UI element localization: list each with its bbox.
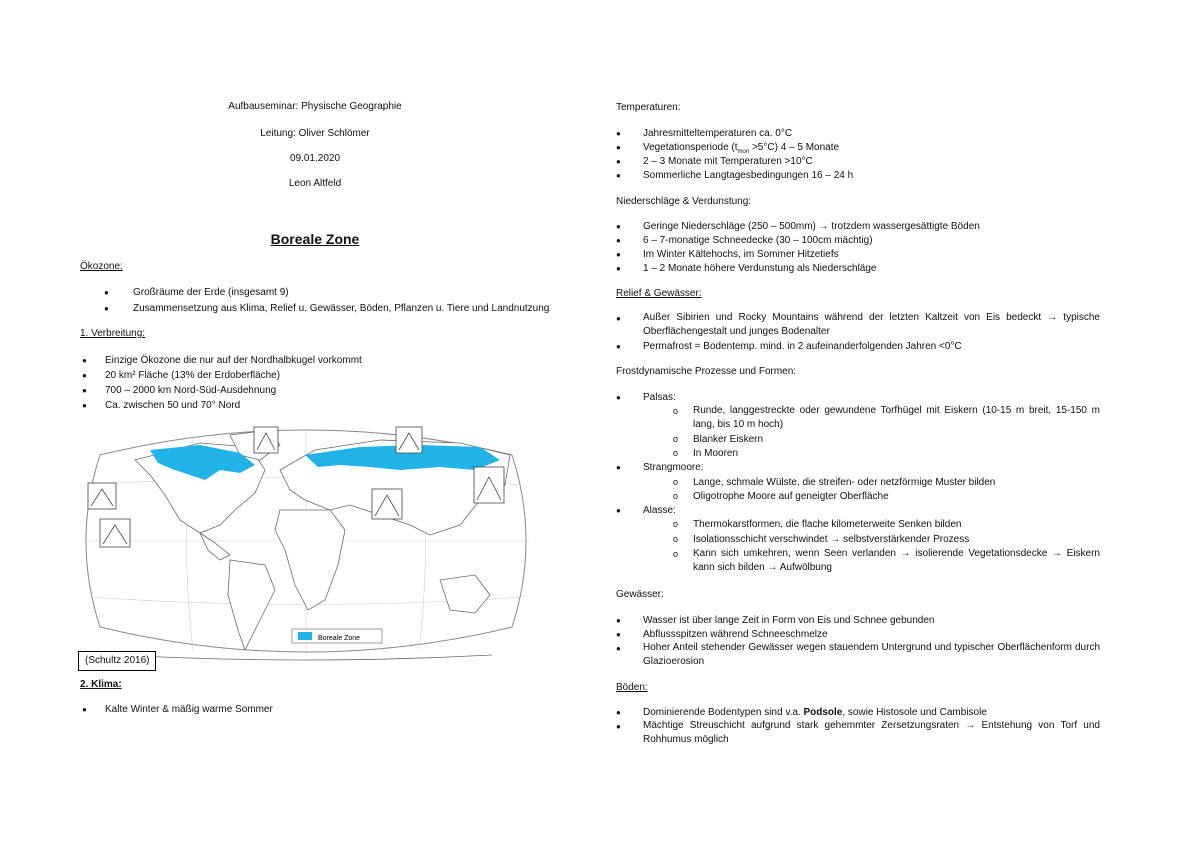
list-item: Oligotrophe Moore auf geneigter Oberfläche xyxy=(693,491,889,502)
list-item: Zusammensetzung aus Klima, Relief u. Gewässer, Böden, Pflanzen u. Tiere und Landnutzung xyxy=(133,303,550,314)
bullet-icon: ● xyxy=(616,264,621,273)
bullet-icon: ● xyxy=(104,304,109,313)
list-item: Jahresmitteltemperaturen ca. 0°C xyxy=(643,128,793,139)
bullet-icon: ● xyxy=(104,288,109,297)
list-item: Vegetationsperiode $(t_{mon} >5^\circ C)$ 4 – 5 Monate xyxy=(643,142,840,155)
bullet-icon: ● xyxy=(616,463,621,472)
circle-bullet-icon: o xyxy=(673,534,679,544)
list-item: Kann sich umkehren, wenn Seen verlanden → isolierende Vegetationsdecke → Eiskern kann sich bilden → Aufwölbung xyxy=(693,548,1100,573)
list-item: Im Winter Kältehochs, im Sommer Hitzetiefs xyxy=(643,249,839,260)
klima-heading: 2. Klima: xyxy=(80,679,122,690)
list-item: Dominierende Bodentypen sind v.a. Podsole, sowie Histosole und Cambisole xyxy=(643,707,987,718)
bullet-icon: ● xyxy=(616,616,621,625)
circle-bullet-icon: o xyxy=(673,477,679,487)
bullet-icon: ● xyxy=(616,236,621,245)
circle-bullet-icon: o xyxy=(673,448,679,458)
list-item: Hoher Anteil stehender Gewässer wegen stauendem Untergrund und typischer Oberflächenform durch Glazioerosion xyxy=(643,642,1100,667)
page-title: Boreale Zone xyxy=(270,231,360,247)
list-item: Kalte Winter & mäßig warme Sommer xyxy=(105,704,273,715)
datum: 09.01.2020 xyxy=(289,153,341,164)
bullet-icon: ● xyxy=(616,722,621,731)
bullet-icon: ● xyxy=(82,371,87,380)
boeden-heading: Böden: xyxy=(616,682,648,693)
list-item: Runde, langgestreckte oder gewundene Torfhügel mit Eiskern (10-15 m breit, 15-150 m lang, bis 10 m hoch) xyxy=(693,405,1100,430)
bullet-icon: ● xyxy=(616,222,621,231)
list-item: Außer Sibirien und Rocky Mountains während der letzten Kaltzeit von Eis bedeckt → typische Oberflächengestalt und junges Bodenalter xyxy=(643,312,1100,337)
list-item: Thermokarstformen, die flache kilometerweite Senken bilden xyxy=(693,519,962,530)
gewaesser-heading: Gewässer: xyxy=(616,589,664,600)
list-item: 1 – 2 Monate höhere Verdunstung als Niederschläge xyxy=(643,263,877,274)
list-item: 2 – 3 Monate mit Temperaturen >10°C xyxy=(643,156,813,167)
bullet-icon: ● xyxy=(616,644,621,653)
legend-swatch xyxy=(298,632,312,640)
bullet-icon: ● xyxy=(616,506,621,515)
list-item: 20 km² Fläche (13% der Erdoberfläche) xyxy=(105,370,281,381)
list-item: Isolationsschicht verschwindet → selbstverstärkender Prozess xyxy=(693,534,970,545)
leitung: Leitung: Oliver Schlömer xyxy=(260,128,370,139)
antarctica xyxy=(120,655,492,660)
palsas-label: Palsas: xyxy=(643,392,676,403)
bullet-icon: ● xyxy=(616,708,621,717)
verbreitung-heading: 1. Verbreitung: xyxy=(80,328,146,339)
niederschlaege-heading: Niederschläge & Verdunstung: xyxy=(616,196,752,207)
list-item: Wasser ist über lange Zeit in Form von Eis und Schnee gebunden xyxy=(643,615,935,626)
list-item: Großräume der Erde (insgesamt 9) xyxy=(133,287,289,298)
world-map xyxy=(80,415,532,667)
seminar-title: Aufbauseminar: Physische Geographie xyxy=(228,101,402,112)
list-item: 700 – 2000 km Nord-Süd-Ausdehnung xyxy=(105,385,277,396)
bullet-icon: ● xyxy=(82,401,87,410)
list-item: In Mooren xyxy=(693,448,739,459)
list-item: Mächtige Streuschicht aufgrund stark gehemmter Zersetzungsraten → Entstehung von Torf und Rohhumus möglich xyxy=(643,720,1100,745)
map-source: (Schultz 2016) xyxy=(78,651,156,671)
legend-label: Boreale Zone xyxy=(318,635,361,642)
alasse-label: Alasse: xyxy=(643,505,676,516)
bullet-icon: ● xyxy=(616,393,621,402)
frost-heading: Frostdynamische Prozesse und Formen: xyxy=(616,366,797,377)
bullet-icon: ● xyxy=(616,342,621,351)
relief-heading: Relief & Gewässer: xyxy=(616,288,702,299)
bullet-icon: ● xyxy=(616,157,621,166)
list-item: Lange, schmale Wülste, die streifen- oder netzförmige Muster bilden xyxy=(693,477,996,488)
list-item: Sommerliche Langtagesbedingungen 16 – 24 h xyxy=(643,170,854,181)
bullet-icon: ● xyxy=(616,250,621,259)
circle-bullet-icon: o xyxy=(673,406,679,416)
circle-bullet-icon: o xyxy=(673,519,679,529)
strangmoore-label: Strangmoore: xyxy=(643,462,704,473)
bullet-icon: ● xyxy=(82,356,87,365)
circle-bullet-icon: o xyxy=(673,491,679,501)
circle-bullet-icon: o xyxy=(673,549,679,559)
list-item: Ca. zwischen 50 und 70° Nord xyxy=(105,400,241,411)
bullet-icon: ● xyxy=(616,630,621,639)
bullet-icon: ● xyxy=(82,386,87,395)
bullet-icon: ● xyxy=(616,171,621,180)
list-item: 6 – 7-monatige Schneedecke (30 – 100cm mächtig) xyxy=(643,235,873,246)
circle-bullet-icon: o xyxy=(673,434,679,444)
list-item: Geringe Niederschläge (250 – 500mm) → trotzdem wassergesättigte Böden xyxy=(643,221,980,232)
bullet-icon: ● xyxy=(616,314,621,323)
temperaturen-heading: Temperaturen: xyxy=(616,102,681,113)
bullet-icon: ● xyxy=(616,143,621,152)
autor: Leon Altfeld xyxy=(288,178,342,189)
bullet-icon: ● xyxy=(616,129,621,138)
list-item: Blanker Eiskern xyxy=(693,434,764,445)
list-item: Abflussspitzen während Schneeschmelze xyxy=(643,629,828,640)
list-item: Permafrost = Bodentemp. mind. in 2 aufeinanderfolgenden Jahren <0°C xyxy=(643,341,962,352)
oekozone-heading: Ökozone: xyxy=(80,261,123,272)
list-item: Einzige Ökozone die nur auf der Nordhalbkugel vorkommt xyxy=(105,355,362,366)
bullet-icon: ● xyxy=(82,705,87,714)
